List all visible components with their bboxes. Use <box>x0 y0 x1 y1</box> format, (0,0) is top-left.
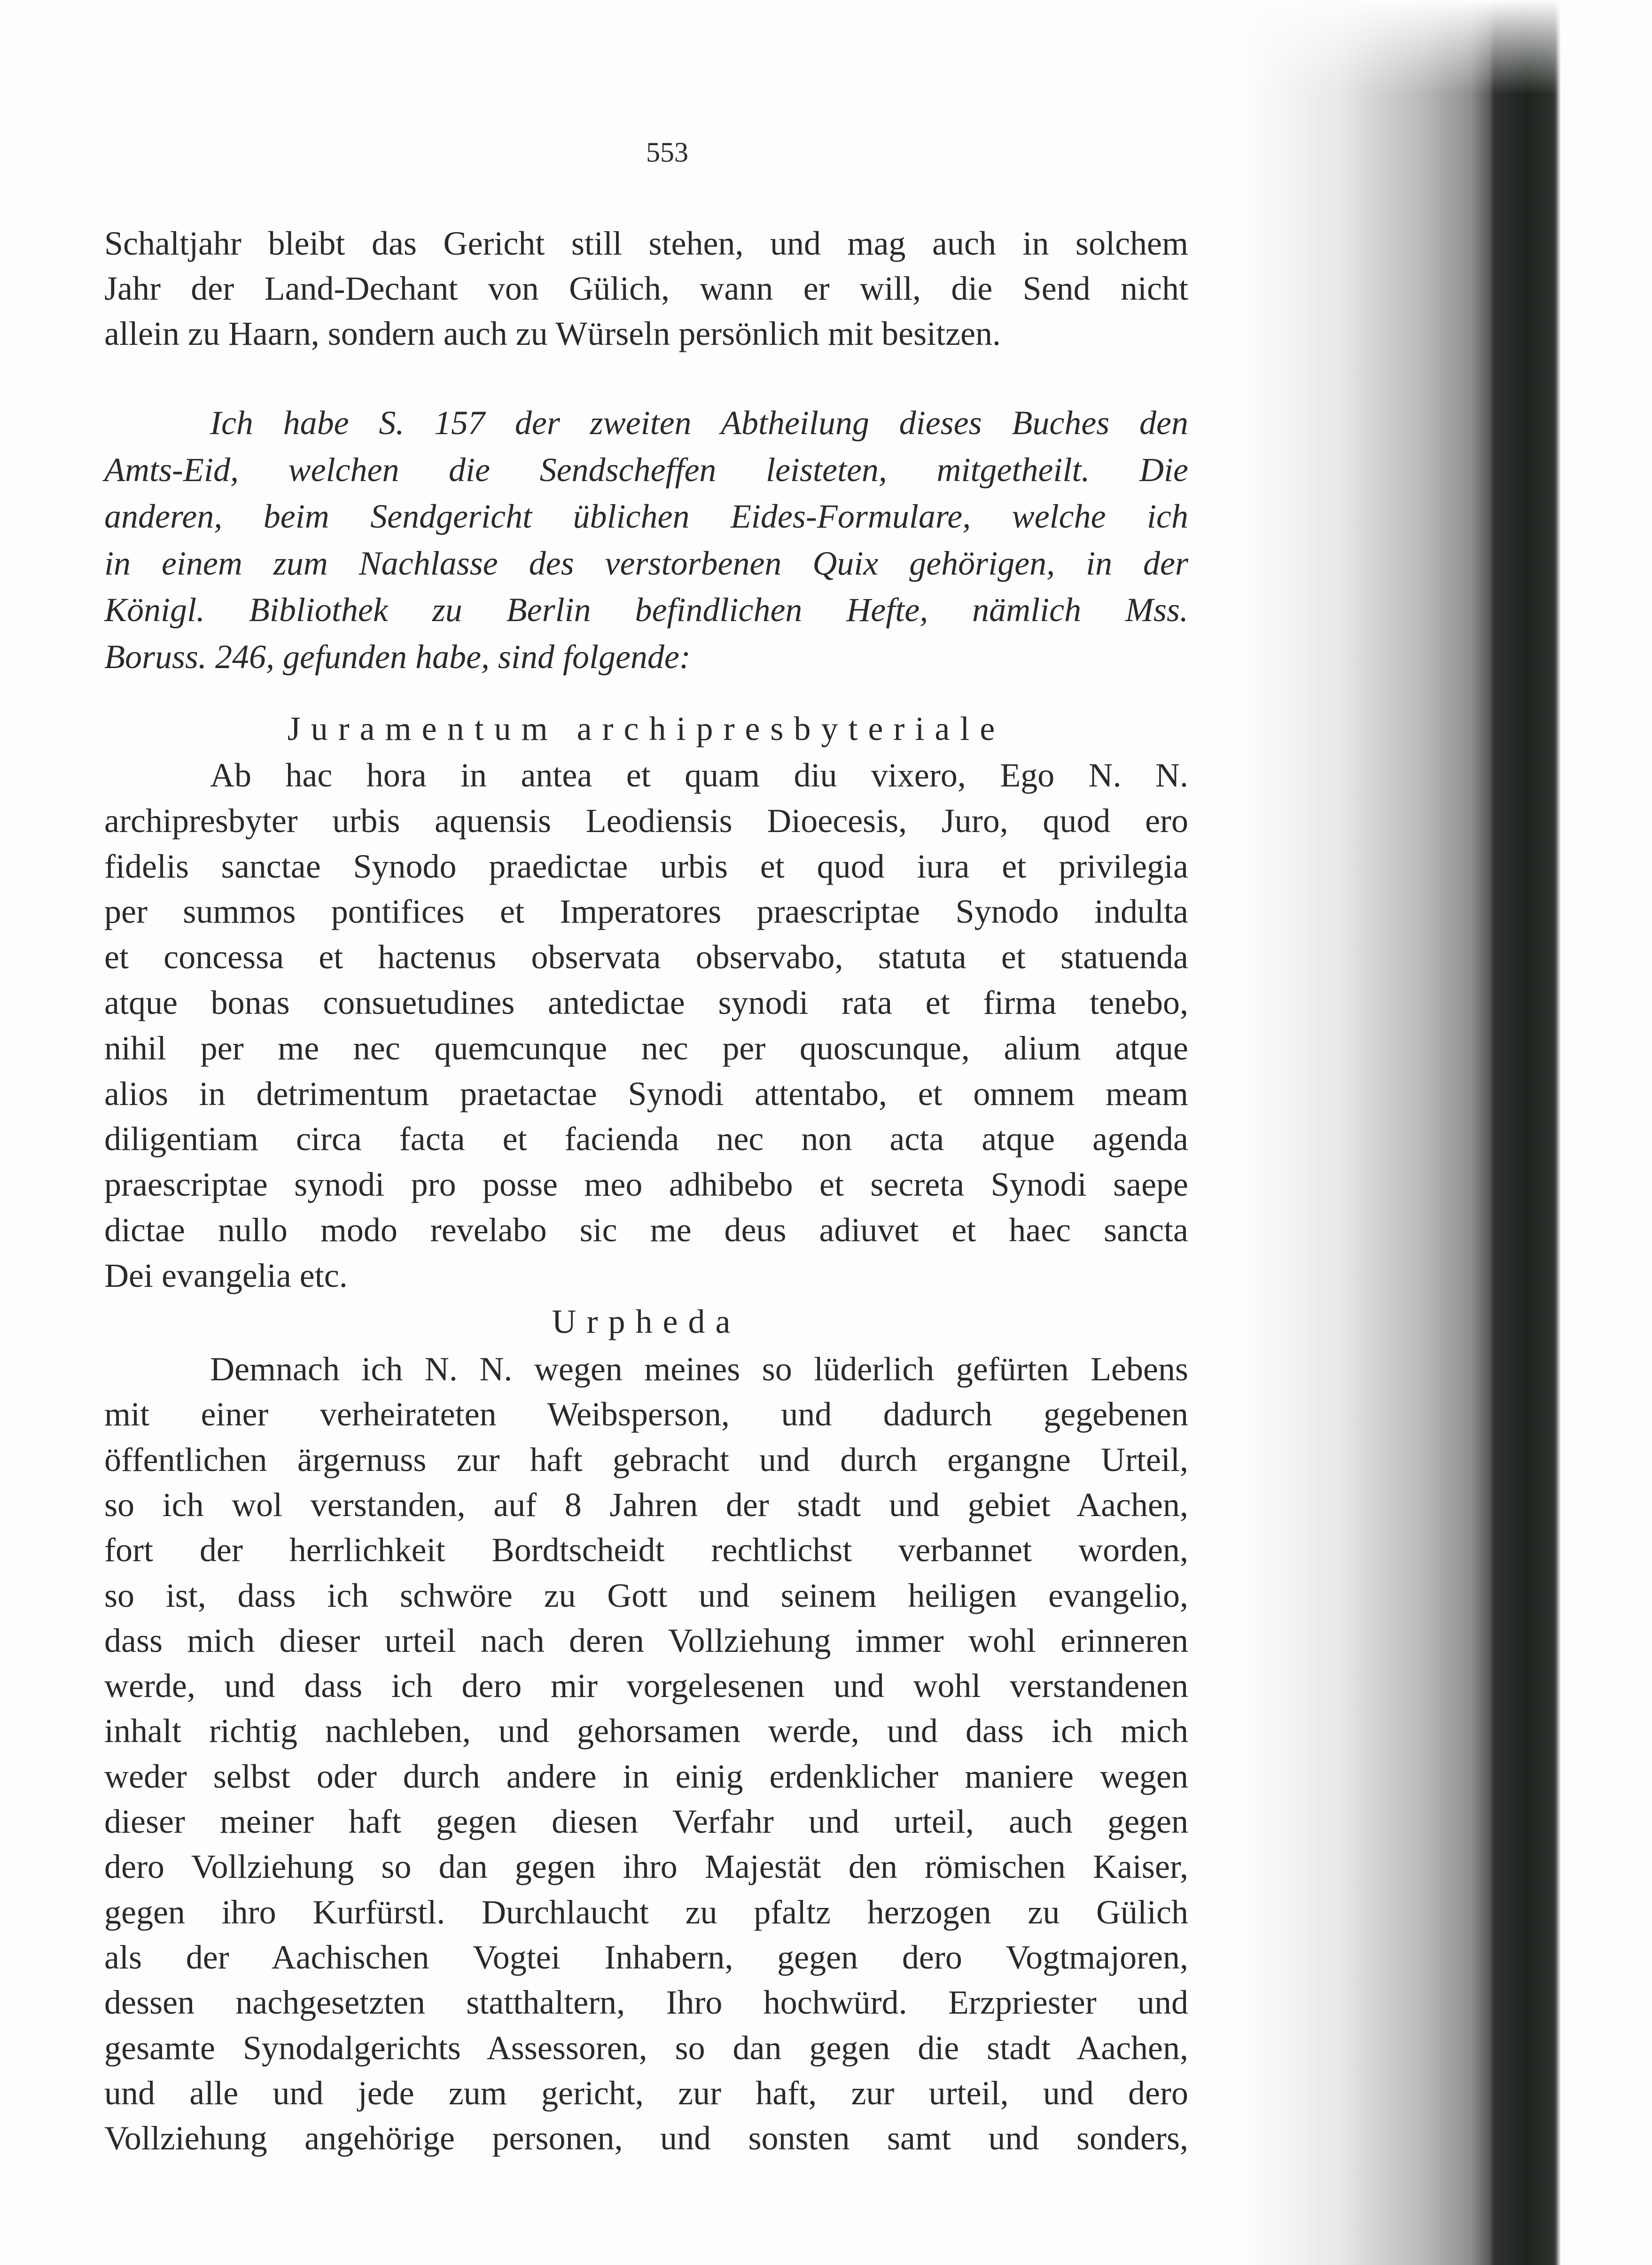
text-line: in einem zum Nachlasse des verstorbenen Quix gehörigen, in der <box>104 544 1188 582</box>
text-line: atque bonas consuetudines antedictae synodi rata et firma tenebo, <box>104 984 1188 1021</box>
text-line: weder selbst oder durch andere in einig erdenklicher maniere wegen <box>104 1757 1188 1795</box>
text-line: diligentiam circa facta et facienda nec non acta atque agenda <box>104 1120 1188 1158</box>
text-line: Jahr der Land-Dechant von Gülich, wann er will, die Send nicht <box>104 270 1188 307</box>
section-heading: Urpheda <box>552 1303 741 1340</box>
text-line: archipresbyter urbis aquensis Leodiensis Dioecesis, Juro, quod ero <box>104 802 1188 840</box>
text-line: dessen nachgesetzten statthaltern, Ihro hochwürd. Erzpriester und <box>104 1984 1188 2022</box>
text-line: dero Vollziehung so dan gegen ihro Majestät den römischen Kaiser, <box>104 1848 1188 1886</box>
book-spine-fade <box>1245 0 1652 94</box>
text-line: anderen, beim Sendgericht üblichen Eides-Formulare, welche ich <box>104 498 1188 536</box>
text-line: so ich wol verstanden, auf 8 Jahren der stadt und gebiet Aachen, <box>104 1486 1188 1524</box>
text-line: dieser meiner haft gegen diesen Verfahr und urteil, auch gegen <box>104 1803 1188 1840</box>
text-line: dass mich dieser urteil nach deren Vollziehung immer wohl erinneren <box>104 1621 1188 1659</box>
text-line: Ab hac hora in antea et quam diu vixero, Ego N. N. <box>210 756 1188 794</box>
text-line: öffentlichen ärgernuss zur haft gebracht und durch ergangne Urteil, <box>104 1440 1188 1479</box>
text-line: alios in detrimentum praetactae Synodi attentabo, et omnem meam <box>104 1074 1188 1113</box>
text-line: et concessa et hactenus observata observabo, statuta et statuenda <box>104 938 1188 976</box>
text-line: allein zu Haarn, sondern auch zu Würseln persönlich mit besitzen. <box>104 315 1001 352</box>
text-line: mit einer verheirateten Weibsperson, und dadurch gegebenen <box>104 1395 1188 1433</box>
text-line: fort der herrlichkeit Bordtscheidt rechtlichst verbannet worden, <box>104 1531 1188 1569</box>
text-line: Ich habe S. 157 der zweiten Abtheilung dieses Buches den <box>210 404 1188 442</box>
text-line: Königl. Bibliothek zu Berlin befindlichen Hefte, nämlich Mss. <box>104 591 1188 629</box>
text-line: per summos pontifices et Imperatores praescriptae Synodo indulta <box>104 893 1188 931</box>
text-line: gesamte Synodalgerichts Assessoren, so dan gegen die stadt Aachen, <box>104 2029 1188 2067</box>
text-line: Vollziehung angehörige personen, und sonsten samt und sonders, <box>104 2119 1188 2157</box>
text-line: fidelis sanctae Synodo praedictae urbis et quod iura et privilegia <box>104 847 1188 885</box>
text-line: Demnach ich N. N. wegen meines so lüderlich gefürten Lebens <box>210 1350 1188 1388</box>
text-line: Dei evangelia etc. <box>104 1256 348 1294</box>
page-number: 553 <box>646 137 688 168</box>
text-line: so ist, dass ich schwöre zu Gott und seinem heiligen evangelio, <box>104 1576 1188 1614</box>
text-line: nihil per me nec quemcunque nec per quoscunque, alium atque <box>104 1029 1188 1067</box>
text-line: dictae nullo modo revelabo sic me deus adiuvet et haec sancta <box>104 1211 1188 1249</box>
text-line: Amts-Eid, welchen die Sendscheffen leisteten, mitgetheilt. Die <box>104 451 1188 489</box>
text-line: werde, und dass ich dero mir vorgelesenen und wohl verstandenen <box>104 1667 1188 1705</box>
text-line: und alle und jede zum gericht, zur haft, zur urteil, und dero <box>104 2074 1188 2112</box>
text-line: Boruss. 246, gefunden habe, sind folgende: <box>104 638 691 676</box>
text-line: gegen ihro Kurfürstl. Durchlaucht zu pfaltz herzogen zu Gülich <box>104 1893 1188 1931</box>
text-line: als der Aachischen Vogtei Inhabern, gegen dero Vogtmajoren, <box>104 1938 1188 1976</box>
book-spine-shadow <box>1245 0 1652 2265</box>
text-line: praescriptae synodi pro posse meo adhibebo et secreta Synodi saepe <box>104 1166 1188 1204</box>
text-line: inhalt richtig nachleben, und gehorsamen werde, und dass ich mich <box>104 1712 1188 1750</box>
section-heading: Juramentum archipresbyteriale <box>287 710 1005 747</box>
text-line: Schaltjahr bleibt das Gericht still stehen, und mag auch in solchem <box>104 225 1188 262</box>
